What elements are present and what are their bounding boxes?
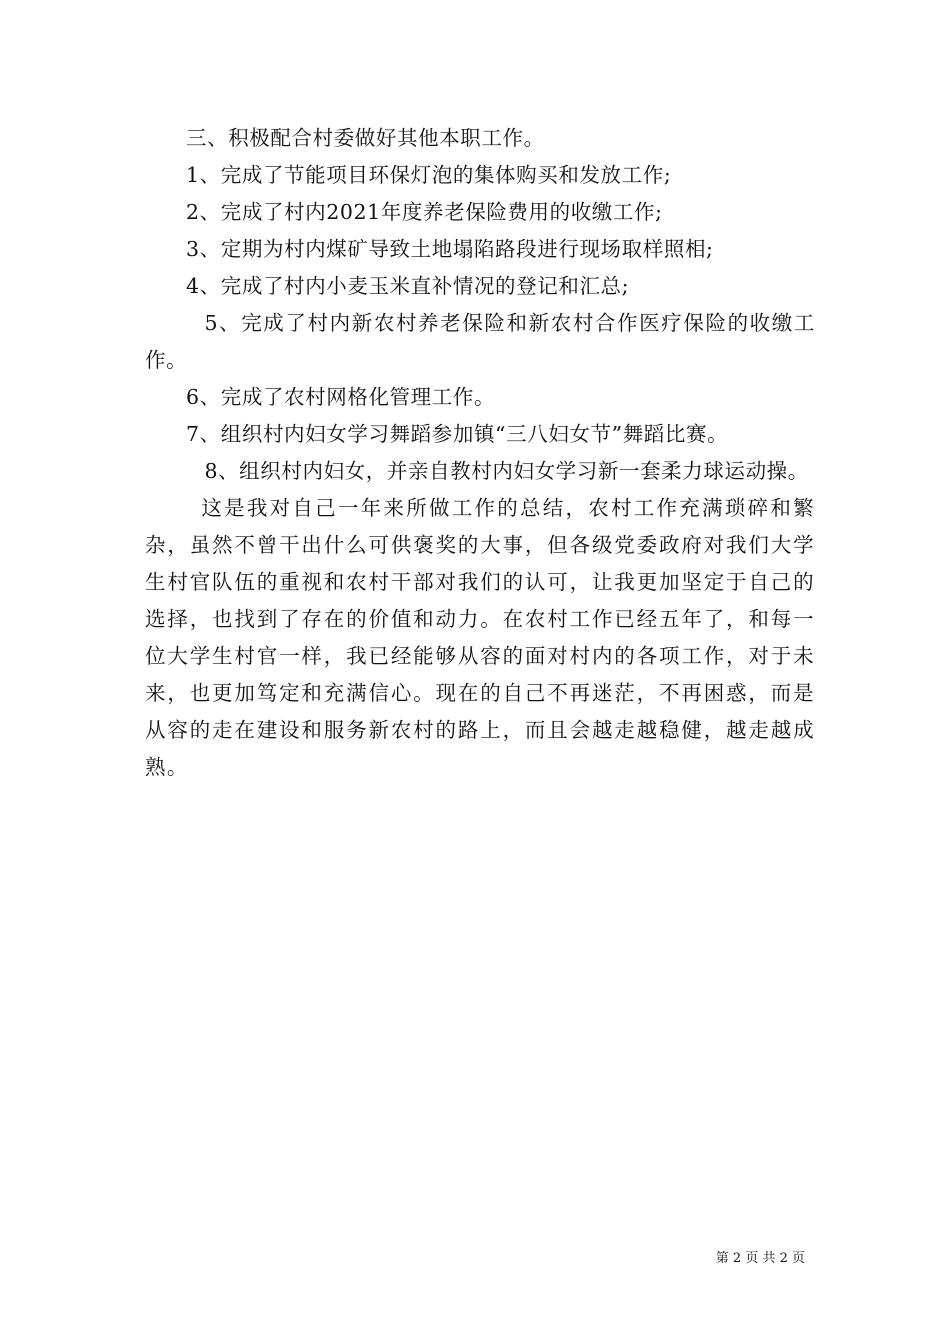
list-item: 5、完成了村内新农村养老保险和新农村合作医疗保险的收缴工作。 [145, 311, 815, 372]
section-heading: 三、积极配合村委做好其他本职工作。 [186, 126, 545, 150]
list-item: 1、完成了节能项目环保灯泡的集体购买和发放工作; [186, 163, 672, 187]
list-item: 2、完成了村内2021年度养老保险费用的收缴工作; [186, 200, 663, 224]
summary-paragraph: 这是我对自己一年来所做工作的总结，农村工作充满琐碎和繁杂，虽然不曾干出什么可供褒奖的大事，但各级党委政府对我们大学生村官队伍的重视和农村干部对我们的认可，让我更加坚定于自己的选择，也找到了存在的价值和动力。在农村工作已经五年了，和每一位大学生村官一样，我已经能够从容的面对村内的各项工作，对于未来，也更加笃定和充满信心。现在的自己不再迷茫，不再困惑，而是从容的走在建设和服务新农村的路上，而且会越走越稳健，越走越成熟。 [145, 496, 815, 779]
list-item: 3、定期为村内煤矿导致土地塌陷路段进行现场取样照相; [186, 237, 714, 261]
list-item: 7、组织村内妇女学习舞蹈参加镇“三八妇女节”舞蹈比赛。 [186, 422, 729, 446]
document-body [145, 120, 815, 786]
list-item: 8、组织村内妇女，并亲自教村内妇女学习新一套柔力球运动操。 [204, 459, 809, 483]
page-number: 第 2 页 共 2 页 [715, 1251, 805, 1266]
list-item: 6、完成了农村网格化管理工作。 [186, 385, 496, 409]
page-footer [0, 1247, 950, 1266]
list-item: 4、完成了村内小麦玉米直补情况的登记和汇总; [186, 274, 630, 298]
